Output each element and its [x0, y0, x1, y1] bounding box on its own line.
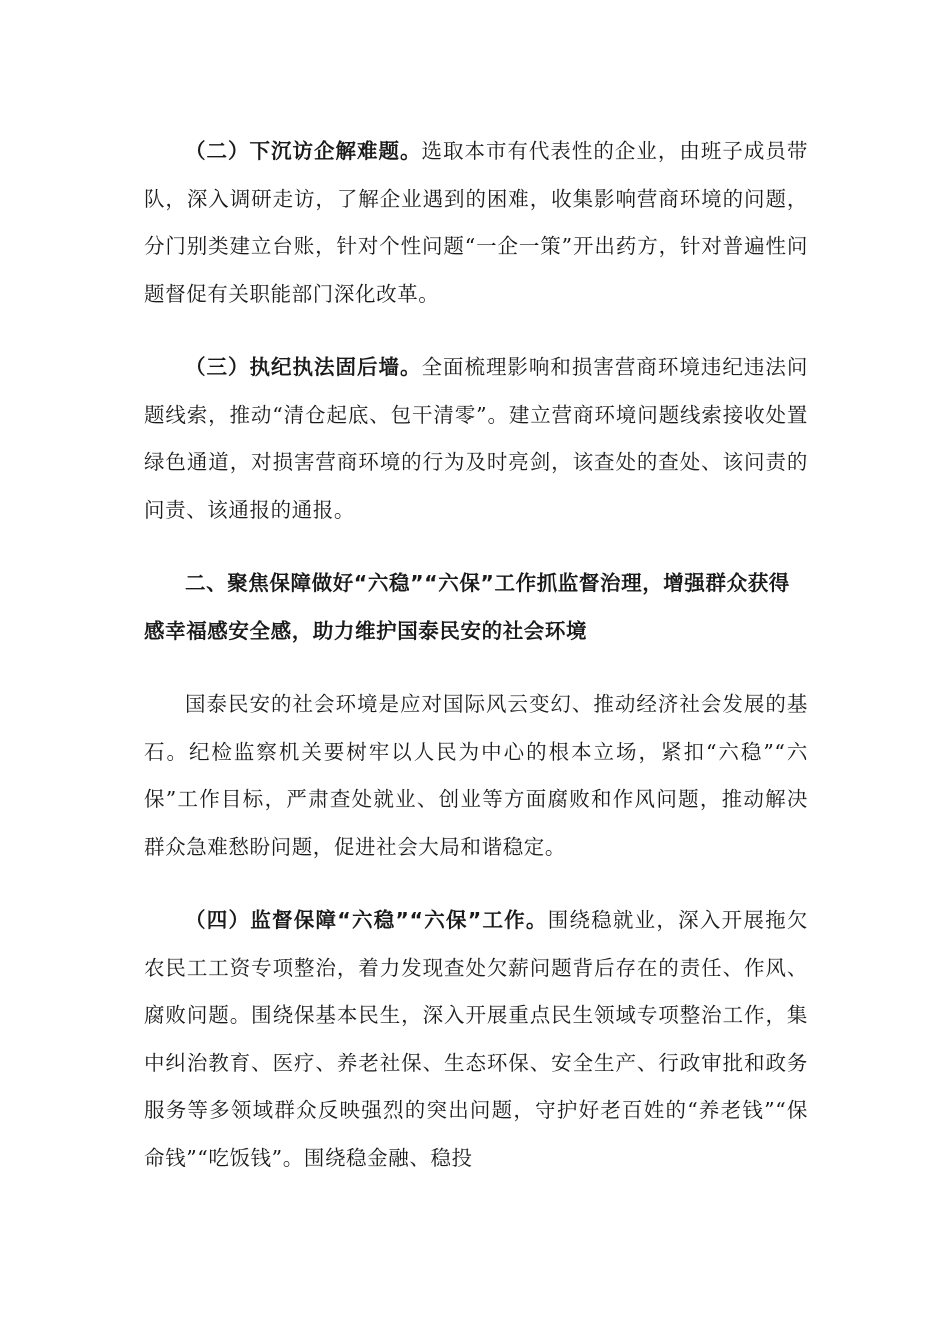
- paragraph-3-lead: （三）执纪执法固后墙。: [185, 355, 422, 379]
- paragraph-4-lead: （四）监督保障“六稳”“六保”工作。: [185, 908, 548, 932]
- section-heading: 二、聚焦保障做好“六稳”“六保”工作抓监督治理，增强群众获得感幸福感安全感，助力维护国泰民安的社会环境: [144, 571, 790, 643]
- paragraph-4-text: 围绕稳就业，深入开展拖欠农民工工资专项整治，着力发现查处欠薪问题背后存在的责任、作风、腐败问题。围绕保基本民生，深入开展重点民生领域专项整治工作，集中纠治教育、医疗、养老社保、生态环保、安全生产、行政审批和政务服务等多领域群众反映强烈的突出问题，守护好老百姓的“养老钱”“保命钱”“吃饭钱”。围绕稳金融、稳投: [144, 908, 808, 1170]
- paragraph-2-text: 选取本市有代表性的企业，由班子成员带队，深入调研走访，了解企业遇到的困难，收集影响营商环境的问题，分门别类建立台账，针对个性问题“一企一策”开出药方，针对普遍性问题督促有关职能部门深化改革。: [144, 139, 808, 306]
- paragraph-4: [144, 897, 808, 1182]
- body-paragraph: 国泰民安的社会环境是应对国际风云变幻、推动经济社会发展的基石。纪检监察机关要树牢以人民为中心的根本立场，紧扣“六稳”“六保”工作目标，严肃查处就业、创业等方面腐败和作风问题，推动解决群众急难愁盼问题，促进社会大局和谐稳定。: [144, 692, 808, 859]
- paragraph-2-lead: （二）下沉访企解难题。: [185, 139, 422, 163]
- document-body: [144, 128, 808, 1208]
- paragraph-2: [144, 128, 808, 318]
- paragraph-3-text: 全面梳理影响和损害营商环境违纪违法问题线索，推动“清仓起底、包干清零”。建立营商环境问题线索接收处置绿色通道，对损害营商环境的行为及时亮剑，该查处的查处、该问责的问责、该通报的通报。: [144, 355, 808, 522]
- paragraph-3: [144, 344, 808, 534]
